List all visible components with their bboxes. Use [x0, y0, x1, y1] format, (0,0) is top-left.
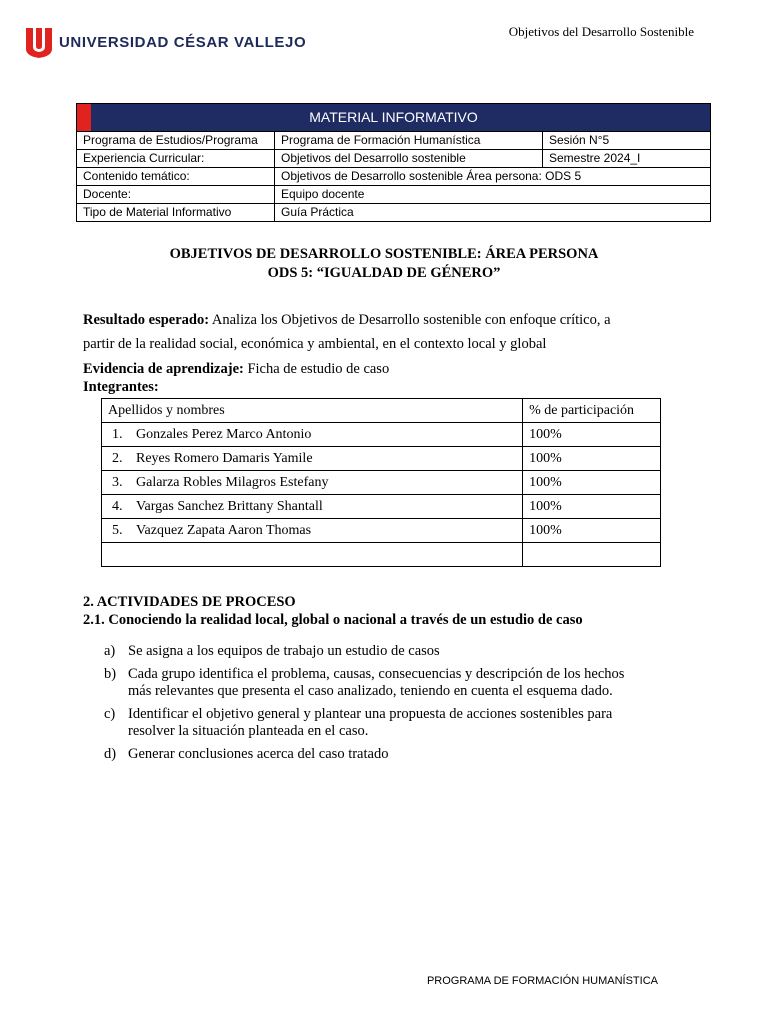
table-row — [77, 204, 711, 222]
list-item-text: resolver la situación planteada en el caso. — [128, 723, 369, 739]
member-number: 1. — [112, 426, 123, 442]
list-item — [104, 706, 684, 740]
table-row — [102, 447, 661, 471]
member-name-cell — [102, 519, 523, 543]
table-row — [77, 150, 711, 168]
member-name: Vargas Sanchez Brittany Shantall — [136, 498, 323, 514]
list-item-text: Se asigna a los equipos de trabajo un estudio de casos — [128, 643, 440, 659]
table-cell: Objetivos de Desarrollo sostenible Área persona: ODS 5 — [275, 168, 711, 186]
table-cell: Objetivos del Desarrollo sostenible — [275, 150, 543, 168]
member-pct: 100% — [523, 471, 661, 495]
member-name-cell — [102, 447, 523, 471]
table-row — [77, 168, 711, 186]
member-number: 2. — [112, 450, 123, 466]
table-row — [102, 495, 661, 519]
material-title-cell — [77, 104, 711, 132]
list-marker: c) — [104, 706, 116, 722]
member-name: Vazquez Zapata Aaron Thomas — [136, 522, 312, 538]
list-item — [104, 746, 684, 763]
member-pct: 100% — [523, 495, 661, 519]
resultado-paragraph — [83, 312, 611, 329]
red-accent-bar — [77, 104, 91, 131]
resultado-text-continued: partir de la realidad social, económica y ambiental, en el contexto local y global — [83, 336, 547, 352]
member-number: 3. — [112, 474, 123, 490]
list-marker: d) — [104, 746, 117, 762]
table-header-row — [102, 399, 661, 423]
header-cell-name: Apellidos y nombres — [102, 399, 523, 423]
member-name: Galarza Robles Milagros Estefany — [136, 474, 329, 490]
document-subtitle: ODS 5: “IGUALDAD DE GÉNERO” — [267, 265, 501, 281]
table-cell: Contenido temático: — [77, 168, 275, 186]
table-cell: Programa de Estudios/Programa — [77, 132, 275, 150]
table-row — [77, 132, 711, 150]
ucv-logo-icon — [23, 25, 55, 59]
table-row-empty — [102, 543, 661, 567]
table-cell: Guía Práctica — [275, 204, 711, 222]
table-row — [77, 186, 711, 204]
member-pct: 100% — [523, 423, 661, 447]
activities-list — [104, 643, 684, 769]
list-item-text: Generar conclusiones acerca del caso tratado — [128, 746, 389, 762]
evidencia-paragraph — [83, 361, 389, 378]
header-title: Objetivos del Desarrollo Sostenible — [508, 24, 694, 39]
member-name-cell — [102, 471, 523, 495]
member-name-cell — [102, 423, 523, 447]
members-table — [101, 398, 661, 567]
table-row — [102, 471, 661, 495]
list-marker: b) — [104, 666, 117, 682]
list-marker: a) — [104, 643, 116, 659]
empty-cell — [102, 543, 523, 567]
list-item-text: Cada grupo identifica el problema, causas, consecuencias y descripción de los hechos — [128, 666, 625, 682]
header-cell-participation: % de participación — [523, 399, 661, 423]
table-cell: Tipo de Material Informativo — [77, 204, 275, 222]
material-info-table — [76, 103, 711, 222]
resultado-text: Analiza los Objetivos de Desarrollo sostenible con enfoque crítico, a — [209, 312, 611, 328]
member-number: 4. — [112, 498, 123, 514]
member-name: Gonzales Perez Marco Antonio — [136, 426, 312, 442]
table-cell: Semestre 2024_I — [543, 150, 711, 168]
subsection-title: 2.1. Conociendo la realidad local, global o nacional a través de un estudio de caso — [83, 612, 583, 628]
list-item — [104, 643, 684, 660]
table-cell: Programa de Formación Humanística — [275, 132, 543, 150]
resultado-label: Resultado esperado: — [83, 312, 210, 328]
table-cell: Experiencia Curricular: — [77, 150, 275, 168]
table-cell: Docente: — [77, 186, 275, 204]
university-logo — [23, 25, 307, 59]
table-title-row — [77, 104, 711, 132]
member-pct: 100% — [523, 519, 661, 543]
page-footer: PROGRAMA DE FORMACIÓN HUMANÍSTICA — [426, 975, 658, 987]
member-name-cell — [102, 495, 523, 519]
evidencia-text: Ficha de estudio de caso — [243, 361, 390, 377]
logo-text: UNIVERSIDAD CÉSAR VALLEJO — [59, 34, 307, 51]
member-number: 5. — [112, 522, 123, 538]
list-item-text: Identificar el objetivo general y plantear una propuesta de acciones sostenibles para — [128, 706, 613, 722]
list-item-text: más relevantes que presenta el caso analizado, teniendo en cuenta el esquema dado. — [128, 683, 613, 699]
empty-cell — [523, 543, 661, 567]
table-cell: Sesión N°5 — [543, 132, 711, 150]
section-title: 2. ACTIVIDADES DE PROCESO — [83, 594, 296, 610]
document-title: OBJETIVOS DE DESARROLLO SOSTENIBLE: ÁREA PERSONA — [169, 246, 599, 262]
member-name: Reyes Romero Damaris Yamile — [136, 450, 313, 466]
table-cell: Equipo docente — [275, 186, 711, 204]
list-item — [104, 666, 684, 700]
integrantes-label: Integrantes: — [83, 379, 159, 395]
table-row — [102, 423, 661, 447]
evidencia-label: Evidencia de aprendizaje: — [83, 361, 244, 377]
member-pct: 100% — [523, 447, 661, 471]
material-title: MATERIAL INFORMATIVO — [309, 109, 478, 125]
table-row — [102, 519, 661, 543]
